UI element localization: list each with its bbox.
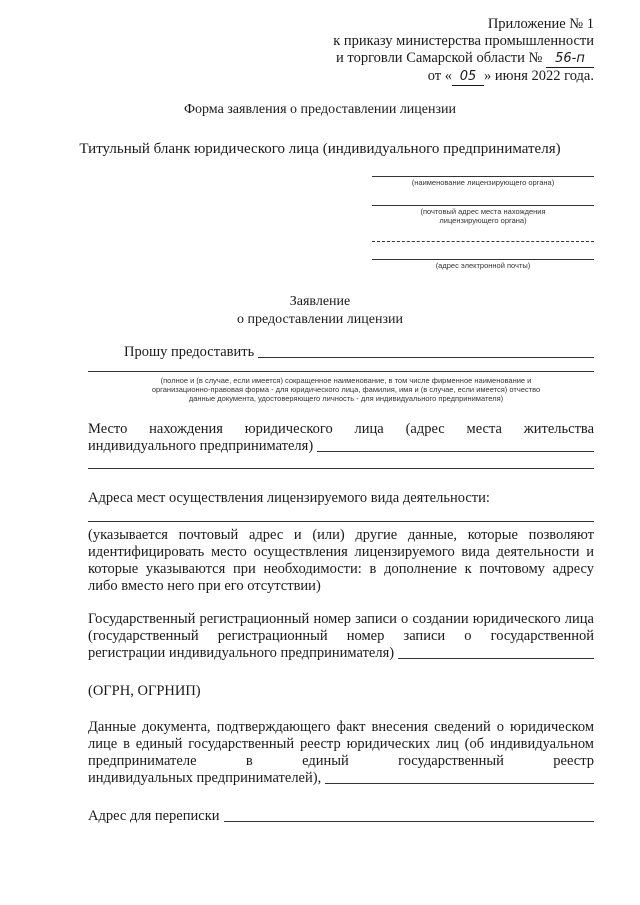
- location-second-line[interactable]: [88, 468, 594, 469]
- order-number-prefix: и торговли Самарской области №: [336, 50, 543, 66]
- order-number-line: [333, 50, 594, 68]
- request-row: [124, 344, 594, 361]
- request-caption: (полное и (в случае, если имеется) сокращенное наименование, в том числе фирменное наименование и организационно-правовая форма - для юридического лица, фамилия, имя и (в случае, если имеется) отчество данные документа, удостоверяющего личность - для индивидуального предпринимателя): [151, 376, 541, 403]
- authority-email-caption: (адрес электронной почты): [435, 261, 531, 270]
- location-text: Место нахождения юридического лица (адрес места жительства: [88, 421, 594, 437]
- registration-text-cont: регистрации индивидуального предпринимателя): [88, 645, 395, 661]
- location-row: [88, 438, 594, 455]
- order-date-line: [333, 68, 594, 86]
- order-date-prefix: от «: [427, 68, 452, 84]
- activity-addresses-line[interactable]: [88, 521, 594, 522]
- egr-document-text-cont: индивидуальных предпринимателей),: [88, 770, 322, 786]
- egr-document-input-line[interactable]: [325, 770, 594, 784]
- order-reference: к приказу министерства промышленности: [333, 33, 594, 49]
- correspondence-input-line[interactable]: [224, 808, 594, 822]
- request-label: Прошу предоставить: [124, 344, 255, 360]
- correspondence-label: Адрес для переписки: [88, 808, 220, 824]
- order-day: 05: [452, 68, 484, 86]
- activity-addresses-label: Адреса мест осуществления лицензируемого вида деятельности:: [88, 490, 490, 506]
- ogrn-label: (ОГРН, ОГРНИП): [88, 683, 201, 699]
- request-second-line[interactable]: [88, 371, 594, 372]
- appendix-header: [333, 16, 594, 86]
- authority-address-caption: (почтовый адрес места нахождения лицензирующего органа): [420, 207, 546, 225]
- order-date-suffix: » июня 2022 года.: [483, 68, 594, 84]
- registration-input-line[interactable]: [398, 645, 594, 659]
- appendix-number: Приложение № 1: [487, 16, 594, 32]
- request-input-line[interactable]: [258, 344, 594, 358]
- authority-extra-line: [372, 241, 594, 242]
- order-number: 56-п: [546, 50, 594, 68]
- authority-address-line: [372, 205, 594, 206]
- location-input-line[interactable]: [317, 438, 594, 452]
- statement-heading: [0, 293, 640, 329]
- activity-addresses-note: (указывается почтовый адрес и (или) другие данные, которые позволяют идентифицировать место осуществления лицензируемого вида деятельности и которые указываются при необходимости: в дополнение к почтовому адресу либо вместо него при его отсутствии): [88, 527, 594, 594]
- authority-name-caption: (наименование лицензирующего органа): [411, 178, 555, 187]
- correspondence-row: [88, 808, 594, 825]
- authority-name-line: [372, 176, 594, 177]
- location-text-cont: индивидуального предпринимателя): [88, 438, 314, 454]
- blank-title: Титульный бланк юридического лица (индивидуального предпринимателя): [79, 141, 561, 157]
- egr-document-row: [88, 770, 594, 787]
- egr-document-text: Данные документа, подтверждающего факт внесения сведений о юридическом лице в единый государственный реестр юридических лиц (об индивидуальном предпринимателе в единый государственный реестр: [88, 719, 594, 769]
- registration-row: [88, 645, 594, 662]
- statement-subtitle: о предоставлении лицензии: [236, 312, 403, 327]
- form-title: Форма заявления о предоставлении лицензии: [183, 102, 457, 117]
- statement-title: Заявление: [289, 294, 351, 309]
- authority-email-line: [372, 259, 594, 260]
- registration-text: Государственный регистрационный номер записи о создании юридического лица (государственный регистрационный номер записи о государственной: [88, 611, 594, 644]
